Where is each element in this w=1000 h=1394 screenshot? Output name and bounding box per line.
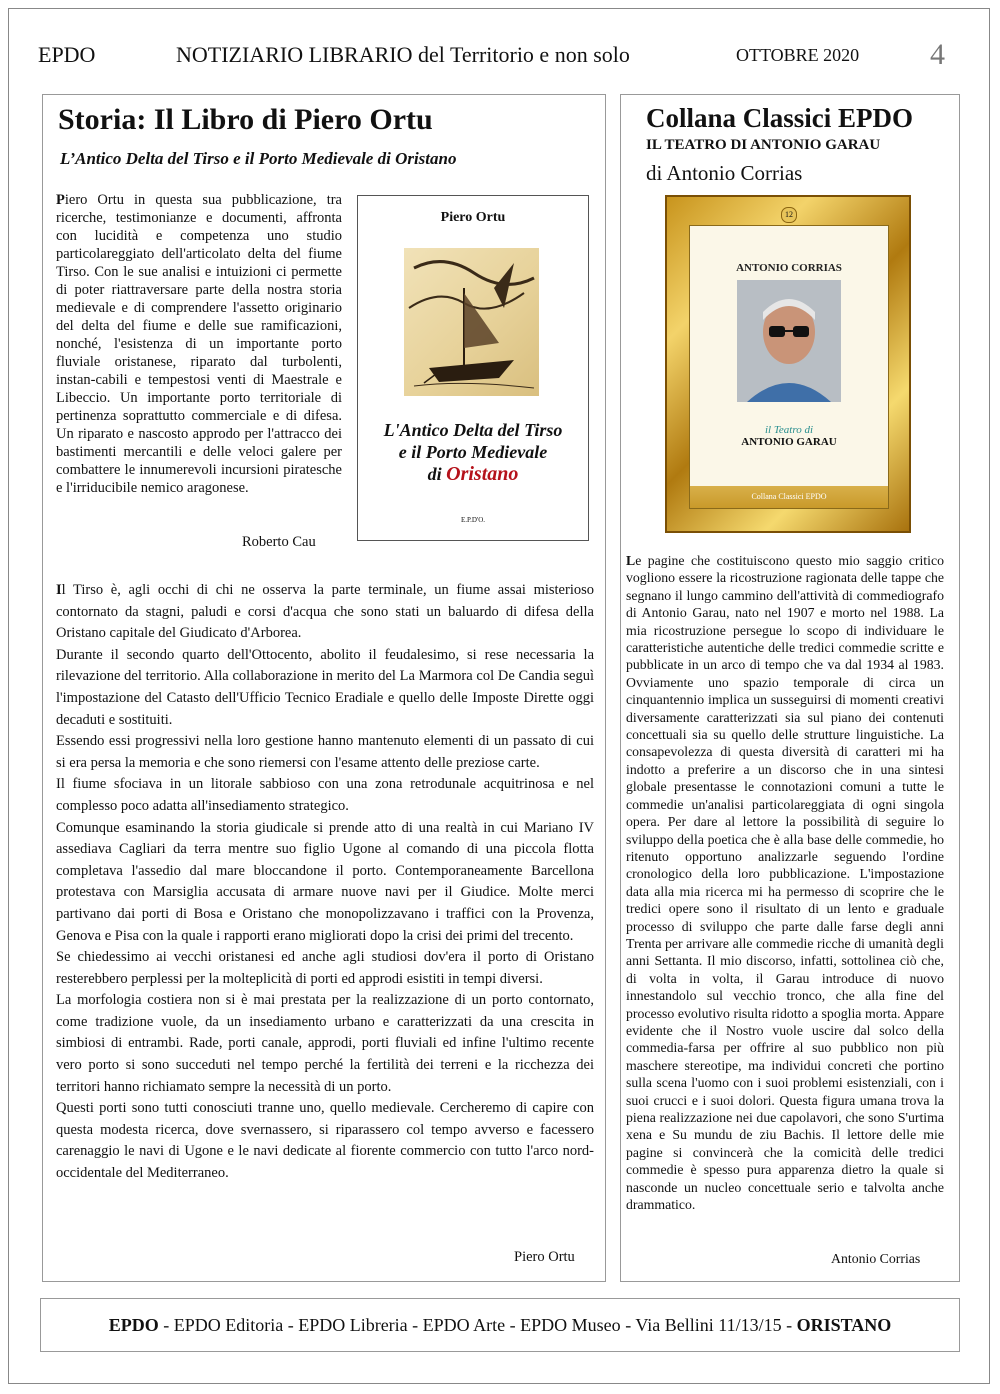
footer-city: ORISTANO xyxy=(796,1315,892,1335)
footer-sep: - xyxy=(505,1315,521,1335)
body-paragraph: Questi porti sono tutti conosciuti tranne uno, quello medievale. Cercheremo di capire con questa modesta ricerca, dove svernassero, si riparassero col tempo avverso e facessero carenaggio le navi di Ugone e le navi dedicate al fiorente commercio con tutto l'arco nord-occidentale del Mediterraneo. xyxy=(56,1100,594,1182)
footer-sep: - xyxy=(407,1315,423,1335)
ship-illustration xyxy=(404,248,539,396)
right-body-text: e pagine che costituiscono questo mio saggio critico vogliono essere la ricostruzione ragionata delle tappe che segnano il lungo cammino dell'attività di commediografo di Antonio Garau, nato nel 1907 e morto nel 1988. La mia ricostruzione persegue lo scopo di individuare le caratteristiche autentiche delle tredici commedie scritte e pubblicate in un arco di tempo che va dal 1934 al 1983. Ovviamente uno spazio temporale di circa un cinquantennio implica un susseguirsi di momenti creativi diversamente caratterizzati sia sul piano dei contenuti concettuali sia su quello delle strutture linguistiche. La consapevolezza di questa diversità di caratteri mi ha indotto a preferire a un discorso che in una sintesi globale presentasse le connotazioni comuni a tutte le commedie un'analisi particolareggiata di ogni singola opera. Per dare al lettore la possibilità di seguire lo sviluppo della poetica che è alla base delle commedie, ho ritenuto opportuno analizzarle seguendo l'ordine cronologico della loro pubblicazione. L'impostazione data alla mia ricerca mi ha permesso di scoprire che le tredici opere sono il risultato di un lento e graduale processo di sviluppo che parte dalle farse degli anni Trenta per arrivare alle commedie ricche di umanità degli anni Settanta. Il mio discorso, infatti, sottolinea ciò che, di volta in volta, il Garau introduce di nuovo innestandolo sul vecchio tronco, che alla fine del processo evolutivo risulta ridotto a spoglia morta. Appare evidente che il Nostro vuole uscire dal solco della commedia-farsa per offrire al suo pubblico non più maschere stereotipe, ma individui concreti che portino sulla scena l'uomo con i suoi problemi esistenziali, con i suoi crucci e i suoi dolori. Questa figura umana trova la piena realizzazione nei due capolavori, che sono S'urtima xena e Su mundu de ziu Bachis. Il lettore delle mie pagine si convincerà che la comicità delle tredici commedie è spesso pura apparenza dietro la quale si nasconde un nucleo concettuale serio e talvolta anche drammatico. xyxy=(626,553,944,1213)
body-paragraph: Comunque esaminando la storia giudicale si prende atto di una realtà in cui Mariano IV assediava Cagliari da terra mentre suo figlio Ugone al comando di una piccola flotta completava l'assedio dal mare bloccandone il porto. Contemporaneamente Barcellona protestava con Marsiglia accusata di armare nuove navi per il Giudice. Molte merci partivano dai porti di Bosa e Oristano che monopolizzavano i traffici con la Provenza, Genova e Pisa con la quale i rapporti erano migliorati dopo la crisi dei primi del trecento. xyxy=(56,819,594,944)
book-cover-teatro-garau xyxy=(665,195,911,533)
footer-sep: - xyxy=(158,1315,174,1335)
cover-author: Piero Ortu xyxy=(440,210,506,225)
right-body xyxy=(626,552,944,1213)
footer-epdo: EPDO xyxy=(108,1315,159,1335)
body-paragraph: Se chiedessimo ai vecchi oristanesi ed anche agli studiosi dov'era il porto di Oristano resterebbero perplessi per la molteplicità di porti ed approdi esistiti in tempi diversi. xyxy=(56,949,594,987)
cover-title-line2: e il Porto Medievale xyxy=(398,442,548,462)
footer-sep: - xyxy=(283,1315,299,1335)
cover2-author: ANTONIO CORRIAS xyxy=(736,262,842,274)
left-article-subtitle: L’Antico Delta del Tirso e il Porto Medievale di Oristano xyxy=(60,149,457,168)
cover2-teatro: il Teatro di xyxy=(764,424,814,436)
right-body-initial: L xyxy=(626,553,636,568)
author-photo xyxy=(737,280,841,402)
intro-initial: P xyxy=(56,192,65,208)
right-article-title: Collana Classici EPDO xyxy=(646,103,914,133)
body-paragraph: Il fiume sfociava in un litorale sabbioso con una zona retrodunale acquitrinosa e nel complesso poco adatta all'insediamento strategico. xyxy=(56,776,594,814)
cover-title xyxy=(358,419,588,485)
left-body xyxy=(56,580,594,1185)
right-signature: Antonio Corrias xyxy=(831,1251,921,1266)
right-article-byline: di Antonio Corrias xyxy=(646,161,803,185)
footer-arte: EPDO Arte xyxy=(422,1315,506,1335)
left-signature: Piero Ortu xyxy=(514,1249,575,1265)
body-initial: I xyxy=(56,582,62,598)
body-paragraph: Durante il secondo quarto dell'Ottocento, abolito il feudalesimo, si rese necessaria la rilevazione del territorio. Alla collaborazione in merito del La Marmora col De Candia seguì l'impostazione del Catasto dell'Ufficio Tecnico Eradiale e quello delle Imposte Dirette oggi decaduti e sostituiti. xyxy=(56,646,594,728)
intro-text: iero Ortu in questa sua pubblicazione, tra ricerche, testimonianze e documenti, affronta con lucidità e competenza uno studio particolareggiato dell'articolato delta del fiume Tirso. Con le sue analisi e intuizioni ci permette di poter riattraversare parte della nostra storia medievale e di comprendere l'assetto originario del delta del fiume e delle sue ramificazioni, nonché, l'esistenza di un importante porto fluviale oristanese, riparato dal turbolenti, instan-cabili e tempestosi venti di Maestrale e Libeccio. Un importante porto territoriale di pertinenza soprattutto commerciale e di difesa. Un riparato e nascosto approdo per l'attracco dei bastimenti mercantili e delle veloci galere per combattere le innumerevoli incursioni piratesche e l'irriducibile nemico aragonese. xyxy=(56,192,342,496)
cover-title-line3 xyxy=(358,463,588,485)
footer-editoria: EPDO Editoria xyxy=(173,1315,284,1335)
cover2-garau: ANTONIO GARAU xyxy=(741,436,837,448)
header-left: EPDO xyxy=(38,42,96,67)
body-paragraph: Essendo essi progressivi nella loro gestione hanno mantenuto elementi di un passato di cui si era persa la memoria e che sono riemersi con l'esame attento delle preziose carte. xyxy=(56,733,594,771)
intro-signature: Roberto Cau xyxy=(242,534,316,550)
footer-libreria: EPDO Libreria xyxy=(298,1315,408,1335)
right-article-subtitle: IL TEATRO DI ANTONIO GARAU xyxy=(646,137,881,153)
body-paragraph: La morfologia costiera non si è mai prestata per la realizzazione di un porto contornato, come tradizione vuole, da un insediamento urbano e caratterizzati da una crescita in simbiosi di entrambi. Rade, porti canale, approdi, porti fluviali ed infine l'ultimo recente vero porto si sono succeduti nel tempo perché la fertilità dei terreni e la ricchezza dei territori hanno richiamato sempre la necessità di un porto. xyxy=(56,992,594,1095)
cover-title-city: Oristano xyxy=(446,463,519,485)
footer-museo: EPDO Museo xyxy=(520,1315,621,1335)
footer-address: Via Bellini 11/13/15 xyxy=(635,1315,782,1335)
page-number: 4 xyxy=(930,38,945,71)
cover-inner xyxy=(689,225,889,509)
book-cover-delta-tirso xyxy=(357,195,589,541)
body-text: l Tirso è, agli occhi di chi ne osserva la parte terminale, un fiume assai misterioso contornato da stagni, paludi e corsi d'acqua che sono stati un baluardo di difesa della Oristano capitale del Giudicato d'Arborea. xyxy=(56,582,594,642)
footer-sep: - xyxy=(781,1315,797,1335)
cover2-collana: Collana Classici EPDO xyxy=(690,486,888,508)
cover-publisher: E.P.D'O. xyxy=(460,516,485,524)
body-paragraph xyxy=(56,580,594,645)
left-intro-paragraph xyxy=(56,191,342,497)
header-date: OTTOBRE 2020 xyxy=(736,45,860,65)
header-center: NOTIZIARIO LIBRARIO del Territorio e non solo xyxy=(176,42,630,67)
cover-title-prefix: di xyxy=(427,464,447,484)
footer-sep: - xyxy=(620,1315,636,1335)
left-article-title: Storia: Il Libro di Piero Ortu xyxy=(58,103,433,136)
cover-title-line1: L'Antico Delta del Tirso xyxy=(383,420,563,440)
footer-bar xyxy=(40,1298,960,1352)
volume-badge: 12 xyxy=(781,207,797,223)
